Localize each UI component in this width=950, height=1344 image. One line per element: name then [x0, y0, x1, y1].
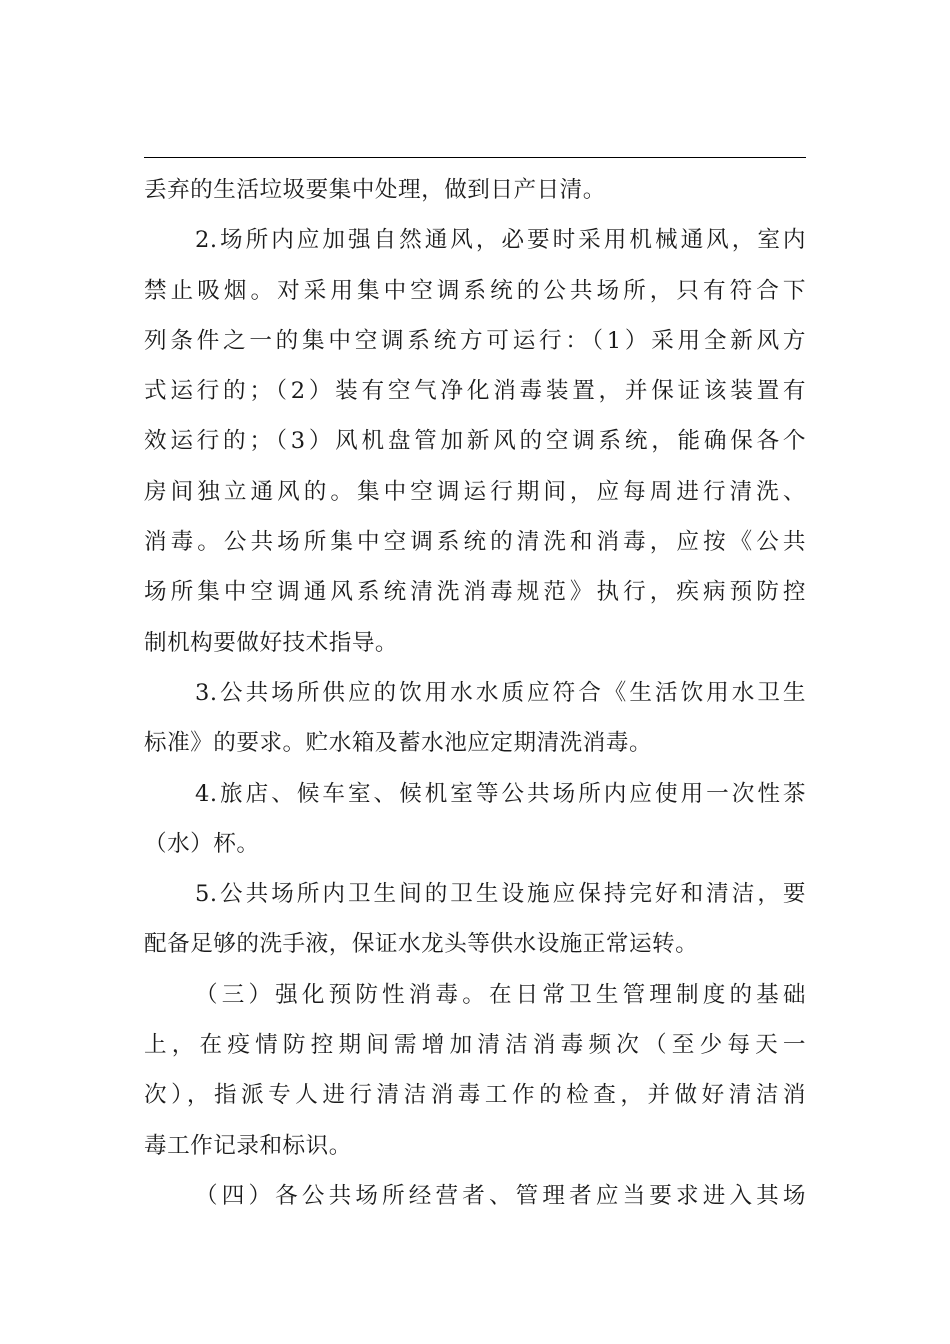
- paragraph-line: 效运行的；（3）风机盘管加新风的空调系统，能确保各个: [144, 428, 806, 455]
- paragraph-line: 消毒。公共场所集中空调系统的清洗和消毒，应按《公共: [144, 529, 806, 556]
- paragraph-line: 房间独立通风的。集中空调运行期间，应每周进行清洗、: [144, 478, 806, 505]
- paragraph-line: 毒工作记录和标识。: [144, 1132, 352, 1159]
- paragraph-line: 制机构要做好技术指导。: [144, 629, 399, 656]
- paragraph-line: 3.公共场所供应的饮用水水质应符合《生活饮用水卫生: [195, 679, 806, 706]
- paragraph-line: 上，在疫情防控期间需增加清洁消毒频次（至少每天一: [144, 1032, 806, 1059]
- paragraph-line: 场所集中空调通风系统清洗消毒规范》执行，疾病预防控: [144, 579, 806, 606]
- paragraph-line: （四）各公共场所经营者、管理者应当要求进入其场: [195, 1182, 806, 1209]
- document-body: [144, 165, 806, 1221]
- paragraph-line: 标准》的要求。贮水箱及蓄水池应定期清洗消毒。: [144, 730, 653, 757]
- paragraph-line: 次），指派专人进行清洁消毒工作的检查，并做好清洁消: [144, 1082, 806, 1109]
- paragraph-line: 列条件之一的集中空调系统方可运行：（1）采用全新风方: [144, 327, 806, 354]
- paragraph-line: （水）杯。: [144, 830, 260, 857]
- paragraph-line: 式运行的；（2）装有空气净化消毒装置，并保证该装置有: [144, 378, 806, 405]
- header-rule: [144, 157, 806, 158]
- paragraph-line: 2.场所内应加强自然通风，必要时采用机械通风，室内: [195, 227, 806, 254]
- paragraph-line: 丢弃的生活垃圾要集中处理，做到日产日清。: [144, 177, 606, 203]
- paragraph-line: （三）强化预防性消毒。在日常卫生管理制度的基础: [195, 981, 806, 1008]
- paragraph-line: 禁止吸烟。对采用集中空调系统的公共场所，只有符合下: [144, 277, 806, 304]
- paragraph-line: 4.旅店、候车室、候机室等公共场所内应使用一次性茶: [195, 780, 806, 807]
- paragraph-line: 5.公共场所内卫生间的卫生设施应保持完好和清洁，要: [195, 881, 806, 908]
- paragraph-line: 配备足够的洗手液，保证水龙头等供水设施正常运转。: [144, 931, 699, 958]
